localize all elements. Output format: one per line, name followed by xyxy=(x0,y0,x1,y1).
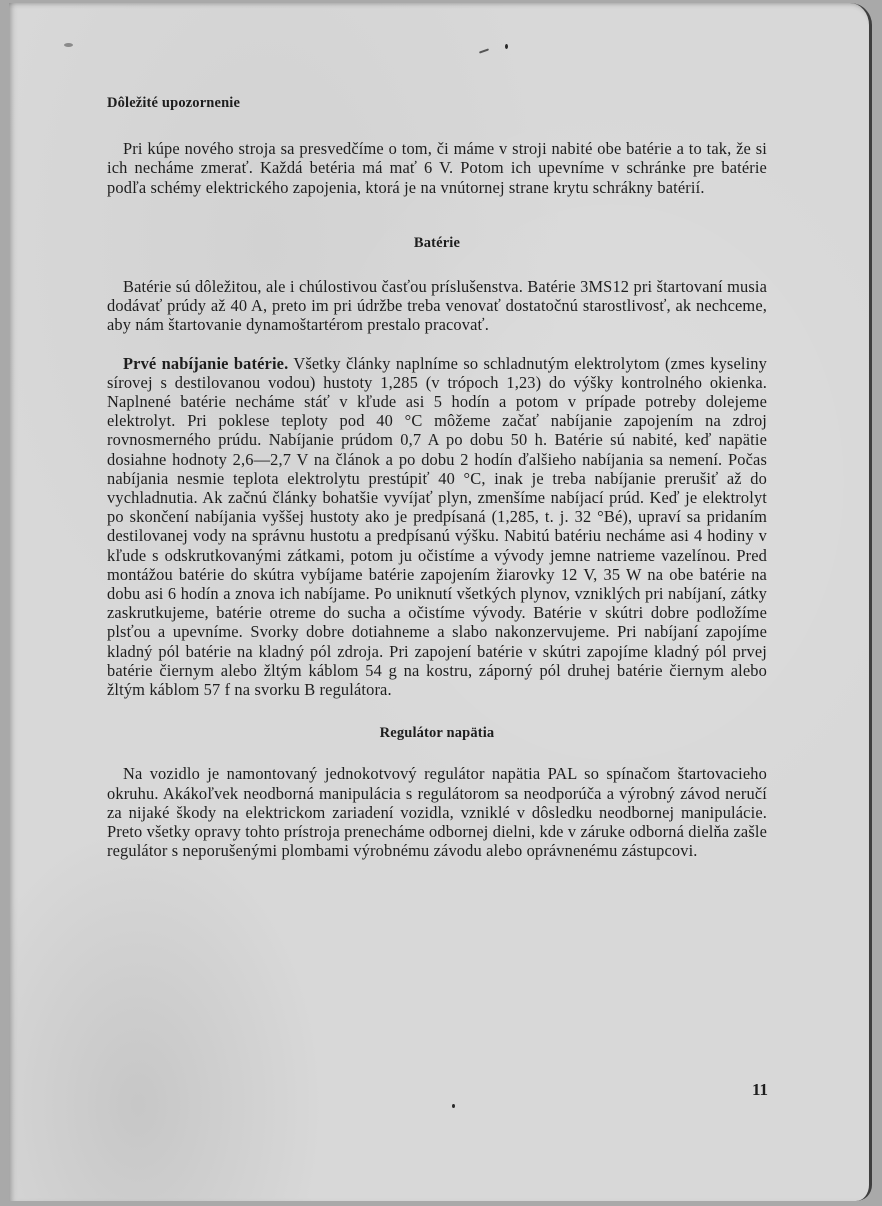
scan-speck xyxy=(452,1104,455,1108)
paragraph-first-charging xyxy=(107,354,767,700)
section-heading-batteries: Batérie xyxy=(413,234,461,251)
section-heading-voltage-regulator: Regulátor napätia xyxy=(379,725,495,742)
paragraph-batteries-intro: Batérie sú dôležitou, ale i chúlostivou časťou príslušenstva. Batérie 3MS12 pri štartovaní musia dodávať prúdy až 40 A, preto im pri údržbe treba venovať dostatočnú starostlivosť, ak nechceme, aby nám štartovanie dynamoštartérom prestalo pracovať. xyxy=(107,277,767,335)
page-number: 11 xyxy=(752,1080,769,1099)
scan-speck xyxy=(64,43,73,47)
document-body xyxy=(107,94,767,861)
section-heading-important-notice: Dôležité upozornenie xyxy=(107,95,241,111)
scan-speck xyxy=(505,44,508,49)
paragraph-important-notice: Pri kúpe nového stroja sa presvedčíme o tom, či máme v stroji nabité obe batérie a to tak, že si ich necháme zmerať. Každá betéria má mať 6 V. Potom ich upevníme v schránke pre batérie podľa schémy elektrického zapojenia, ktorá je na vnútornej strane krytu schrákny batérií. xyxy=(107,139,767,197)
paragraph-voltage-regulator: Na vozidlo je namontovaný jednokotvový regulátor napätia PAL so spínačom štartovacieho okruhu. Akákoľvek neodborná manipulácia s regulátorom sa neodporúča a výrobný závod neručí za nijaké škody na elektrickom zariadení vozidla, vzniklé v dôsledku neodbornej manipulácie. Preto všetky opravy tohto prístroja prenecháme odbornej dielni, kde v záruke odborná dielňa zašle regulátor s neporušenými plombami výrobnému závodu alebo oprávnenému zástupcovi. xyxy=(107,764,767,861)
first-charging-body: Všetky články naplníme so schladnutým elektrolytom (zmes kyseliny sírovej s destilovanou vodou) hustoty 1,285 (v trópoch 1,23) do výšky kontrolného okienka. Naplnené batérie necháme stáť v kľude asi 5 hodín a potom v prípade potreby dolejeme elektrolyt. Pri poklese teploty pod 40 °C môžeme začať nabíjanie zapojením na zdroj rovnosmerného prúdu. Nabíjanie prúdom 0,7 A po dobu 50 h. Batérie sú nabité, keď napätie dosiahne hodnoty 2,6—2,7 V na článok a po dobu 2 hodín ďalšieho nabíjania sa nemení. Počas nabíjania nesmie teplota elektrolytu prestúpiť 40 °C, inak je treba nabíjanie prerušiť až do vychladnutia. Ak začnú články bohatšie vyvíjať plyn, zmenšíme nabíjací prúd. Keď je elektrolyt po skončení nabíjania vyššej hustoty ako je predpísaná (1,285, t. j. 32 °Bé), upraví sa pridaním destilovanej vody na správnu hustotu a predpísanú výšku. Nabitú batériu necháme asi 4 hodiny v kľude s odskrutkovanými zátkami, potom ju očistíme a vývody jemne natrieme vazelínou. Pred montážou batérie do skútra vybíjame batérie zapojením žiarovky 12 V, 35 W na obe batérie na dobu asi 6 hodín a znova ich nabíjame. Po uniknutí všetkých plynov, vzniklých pri nabíjaní, zátky zaskrutkujeme, batérie otreme do sucha a očistíme vývody. Batérie v skútri dobre podložíme plsťou a upevníme. Svorky dobre dotiahneme a slabo nakonzervujeme. Pri nabíjaní zapojíme kladný pól batérie na kladný pól zdroja. Pri zapojení batérie v skútri zapojíme kladný pól prvej batérie čiernym alebo žltým káblom 54 g na kostru, záporný pól druhej batérie čiernym alebo žltým káblom 57 f na svorku B regulátora. xyxy=(107,353,767,700)
first-charging-lead: Prvé nabíjanie batérie. xyxy=(123,353,289,373)
scan-mark xyxy=(479,48,489,53)
